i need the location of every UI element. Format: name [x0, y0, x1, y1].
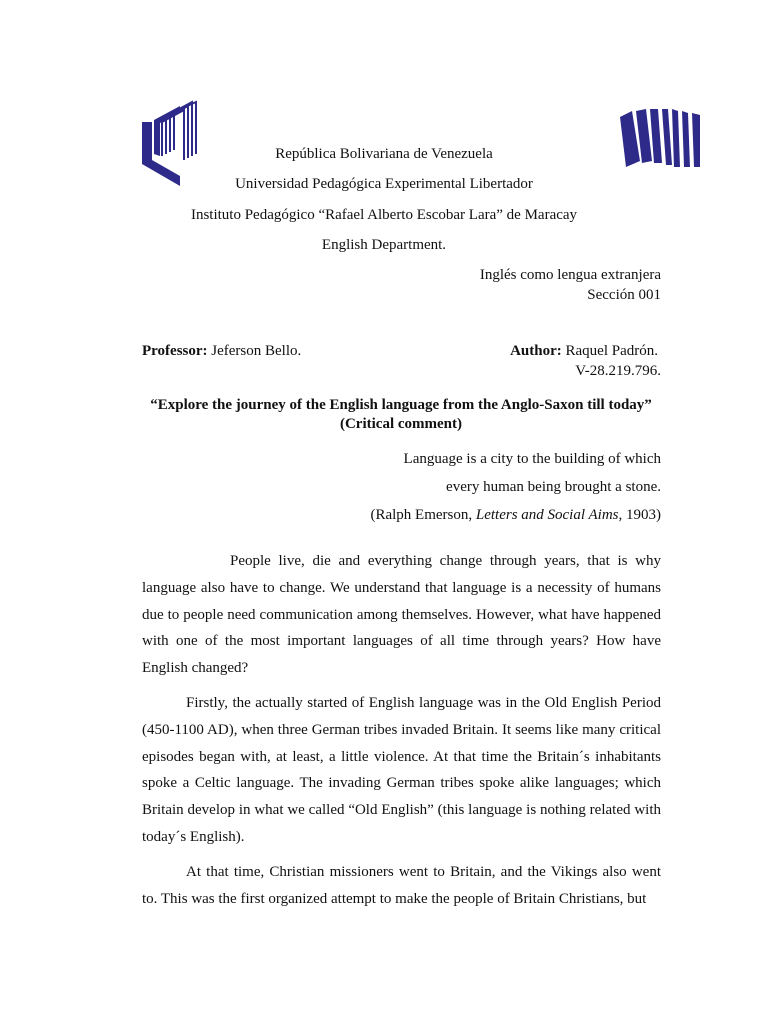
citation-year: 1903) — [622, 507, 661, 523]
professor-label: Professor: — [142, 343, 208, 359]
citation-author: (Ralph Emerson, — [370, 507, 476, 523]
professor-name: Jeferson Bello. — [207, 343, 302, 359]
citation-work: Letters and Social Aims, — [475, 507, 623, 523]
paragraph-1: People live, die and everything change through years, that is why language also have to change. We understand that language is a necessity of humans due to people need communication among themselves. However, what have happened with one of the most important languages of all time through years? How have English changed? — [142, 553, 661, 677]
header-university: Universidad Pedagógica Experimental Libertador — [235, 176, 533, 192]
professor-line — [142, 343, 301, 360]
header-department: English Department. — [321, 237, 447, 253]
author-label: Author: — [510, 343, 562, 359]
paragraph-2: Firstly, the actually started of English language was in the Old English Period (450-1100 AD), when three German tribes invaded Britain. It seems like many critical episodes began with, at least, a little violence. At that time the Britain´s inhabitants spoke a Celtic language. The invading German tribes spoke alike languages; which Britain develop in what we called “Old English” (this language is nothing related with today´s English). — [142, 694, 661, 845]
epigraph-line-2: every human being brought a stone. — [446, 479, 661, 495]
header-country: República Bolivariana de Venezuela — [275, 146, 493, 162]
author-name: Raquel Padrón. — [561, 343, 658, 359]
author-id: V-28.219.796. — [575, 363, 661, 379]
epigraph-citation — [370, 507, 661, 524]
essay-title: “Explore the journey of the English language from the Anglo-Saxon till today” — [150, 397, 652, 413]
course-name: Inglés como lengua extranjera — [479, 267, 661, 283]
header-institute: Instituto Pedagógico “Rafael Alberto Escobar Lara” de Maracay — [190, 207, 578, 223]
epigraph-line-1: Language is a city to the building of which — [403, 451, 661, 467]
paragraph-3: At that time, Christian missioners went to Britain, and the Vikings also went to. This was the first organized attempt to make the people of Britain Christians, but — [142, 863, 661, 907]
essay-subtitle: (Critical comment) — [339, 416, 463, 432]
author-line — [510, 343, 658, 360]
essay-body — [142, 548, 661, 920]
course-section: Sección 001 — [587, 287, 661, 303]
